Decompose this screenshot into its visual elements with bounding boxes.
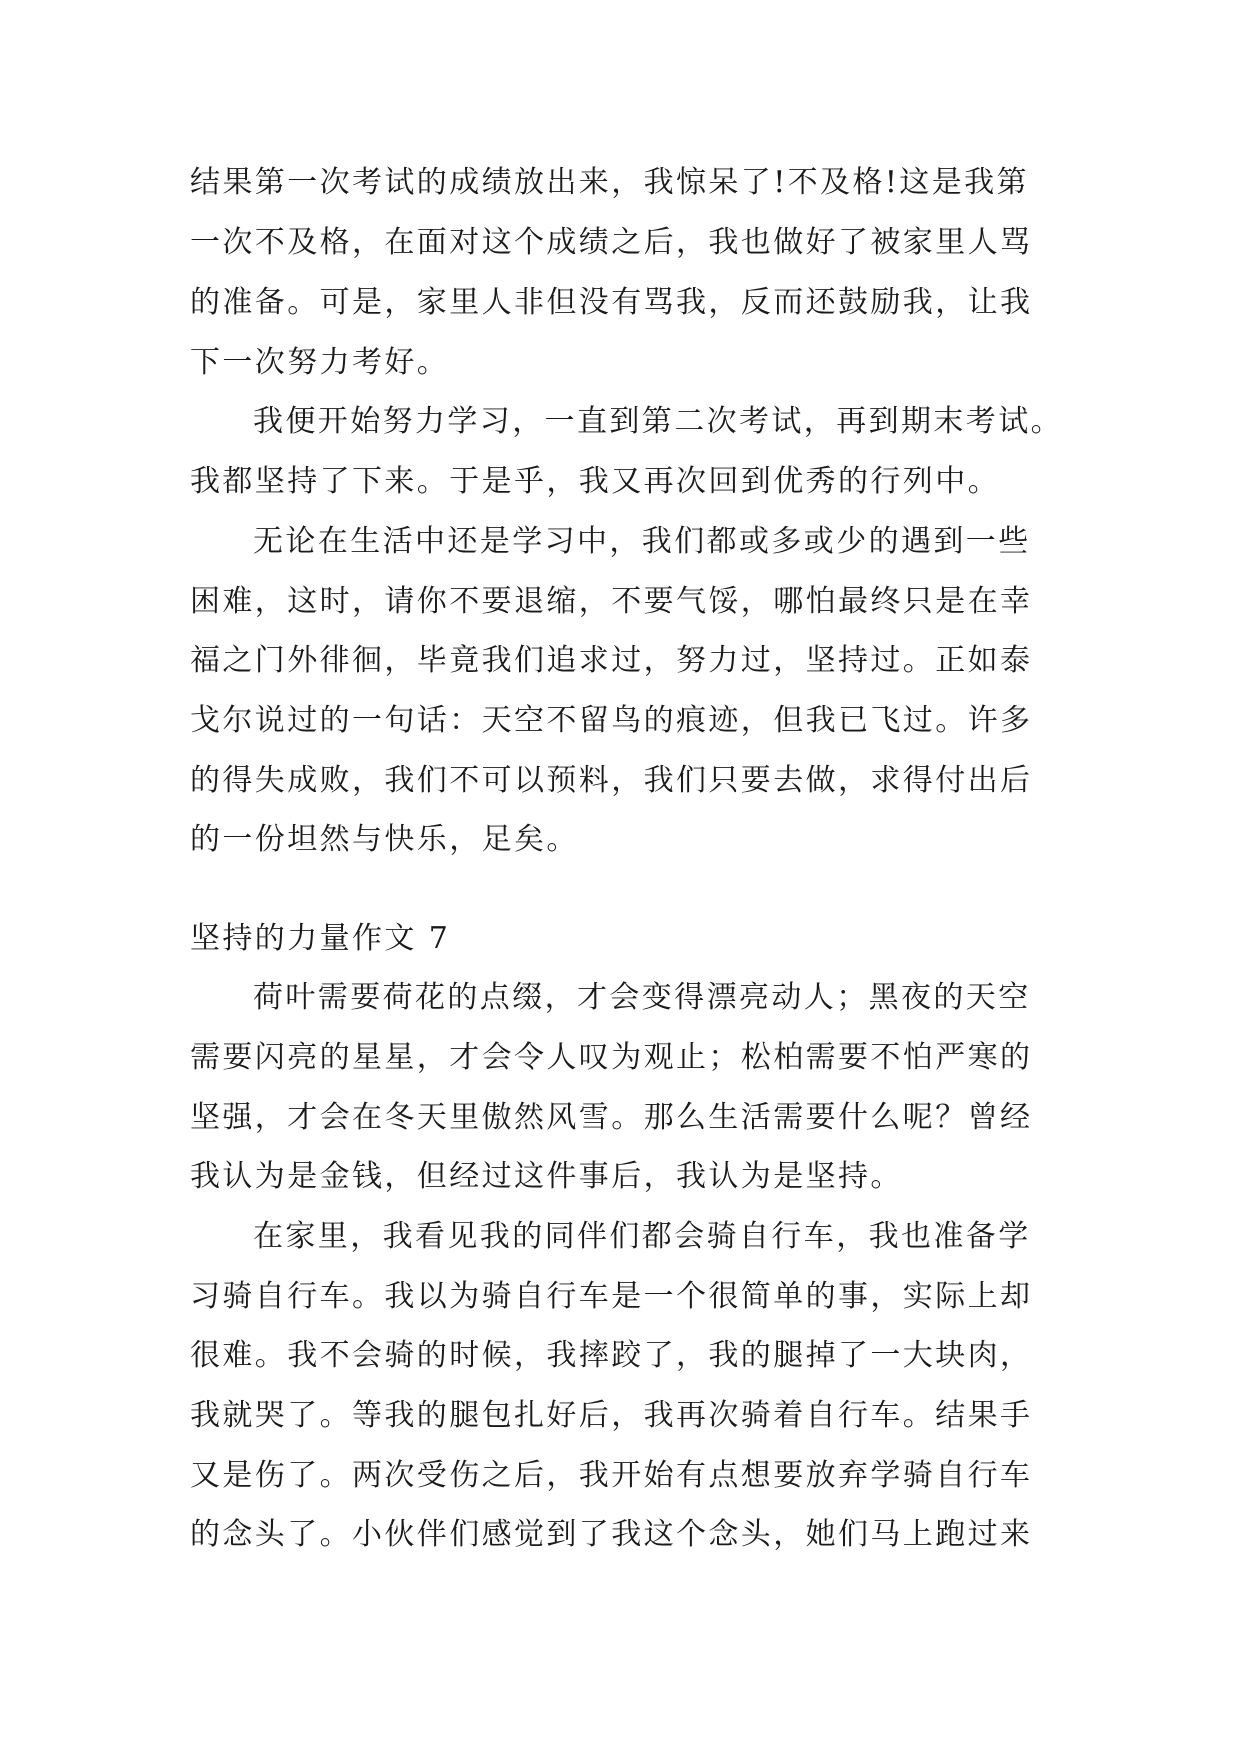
text-line: 困难，这时，请你不要退缩，不要气馁，哪怕最终只是在幸	[190, 584, 1033, 619]
text-line: 坚强，才会在冬天里傲然风雪。那么生活需要什么呢？曾经	[190, 1100, 1033, 1135]
text-line: 很难。我不会骑的时候，我摔跤了，我的腿掉了一大块肉，	[190, 1338, 1033, 1373]
paragraph-first-line: 荷叶需要荷花的点缀，才会变得漂亮动人；黑夜的天空	[253, 980, 1031, 1015]
text-line: 我认为是金钱，但经过这件事后，我认为是坚持。	[190, 1159, 903, 1194]
section-heading: 坚持的力量作文 7	[190, 921, 451, 956]
paragraph-first-line: 在家里，我看见我的同伴们都会骑自行车，我也准备学	[253, 1219, 1031, 1254]
text-line: 需要闪亮的星星，才会令人叹为观止；松柏需要不怕严寒的	[190, 1040, 1033, 1075]
text-line: 的得失成败，我们不可以预料，我们只要去做，求得付出后	[190, 763, 1033, 798]
paragraph-first-line: 我便开始努力学习，一直到第二次考试，再到期末考试。	[253, 404, 1063, 439]
text-line: 我都坚持了下来。于是乎，我又再次回到优秀的行列中。	[190, 464, 1000, 499]
text-line: 的念头了。小伙伴们感觉到了我这个念头，她们马上跑过来	[190, 1517, 1033, 1552]
text-line: 的准备。可是，家里人非但没有骂我，反而还鼓励我，让我	[190, 285, 1033, 320]
text-line: 一次不及格，在面对这个成绩之后，我也做好了被家里人骂	[190, 225, 1033, 260]
text-line: 戈尔说过的一句话：天空不留鸟的痕迹，但我已飞过。许多	[190, 703, 1033, 738]
text-line: 的一份坦然与快乐，足矣。	[190, 822, 579, 857]
text-line: 又是伤了。两次受伤之后，我开始有点想要放弃学骑自行车	[190, 1458, 1033, 1493]
text-line: 我就哭了。等我的腿包扎好后，我再次骑着自行车。结果手	[190, 1398, 1033, 1433]
text-line: 结果第一次考试的成绩放出来，我惊呆了!不及格!这是我第	[190, 165, 1029, 200]
text-line: 福之门外徘徊，毕竟我们追求过，努力过，坚持过。正如泰	[190, 643, 1033, 678]
text-line: 习骑自行车。我以为骑自行车是一个很简单的事，实际上却	[190, 1279, 1033, 1314]
text-line: 下一次努力考好。	[190, 345, 450, 380]
paragraph-first-line: 无论在生活中还是学习中，我们都或多或少的遇到一些	[253, 524, 1031, 559]
